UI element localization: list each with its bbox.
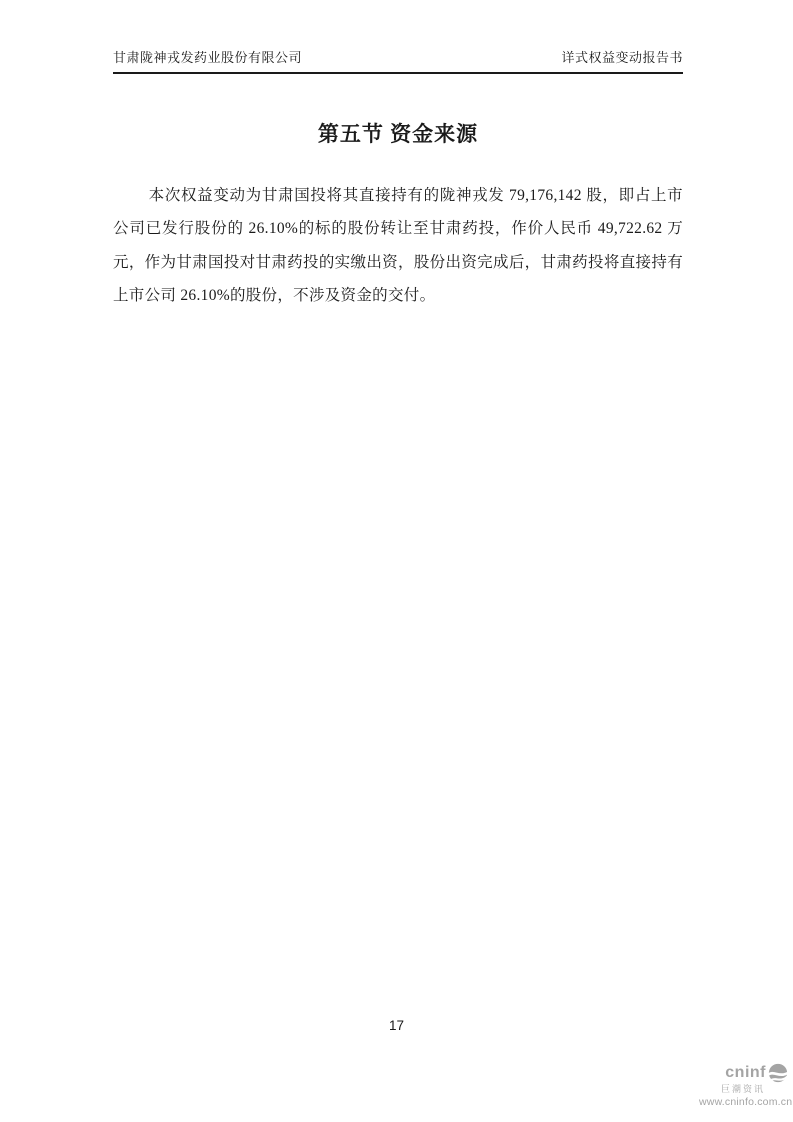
section-title: 第五节 资金来源 bbox=[317, 122, 479, 146]
header-company-name: 甘肃陇神戎发药业股份有限公司 bbox=[113, 50, 303, 65]
cninfo-subtitle: 巨潮资讯 bbox=[720, 1084, 765, 1094]
header-report-type: 详式权益变动报告书 bbox=[561, 50, 683, 65]
cninfo-logo bbox=[699, 1062, 791, 1108]
cninfo-brand-row bbox=[699, 1062, 791, 1084]
page-number: 17 bbox=[388, 1018, 405, 1033]
cninfo-swirl-icon bbox=[767, 1062, 789, 1084]
page-header bbox=[113, 50, 683, 74]
cninfo-brand-text: cninf bbox=[725, 1064, 766, 1081]
section-paragraph: 本次权益变动为甘肃国投将其直接持有的陇神戎发 79,176,142 股，即占上市公司已发行股份的 26.10%的标的股份转让至甘肃药投，作价人民币 49,722.62 万元，作为甘肃国投对甘肃药投的实缴出资，股份出资完成后，甘肃药投将直接持有上市公司 26.10%的股份，不涉及资金的交付。 bbox=[113, 187, 683, 305]
cninfo-url: www.cninfo.com.cn bbox=[699, 1096, 793, 1108]
